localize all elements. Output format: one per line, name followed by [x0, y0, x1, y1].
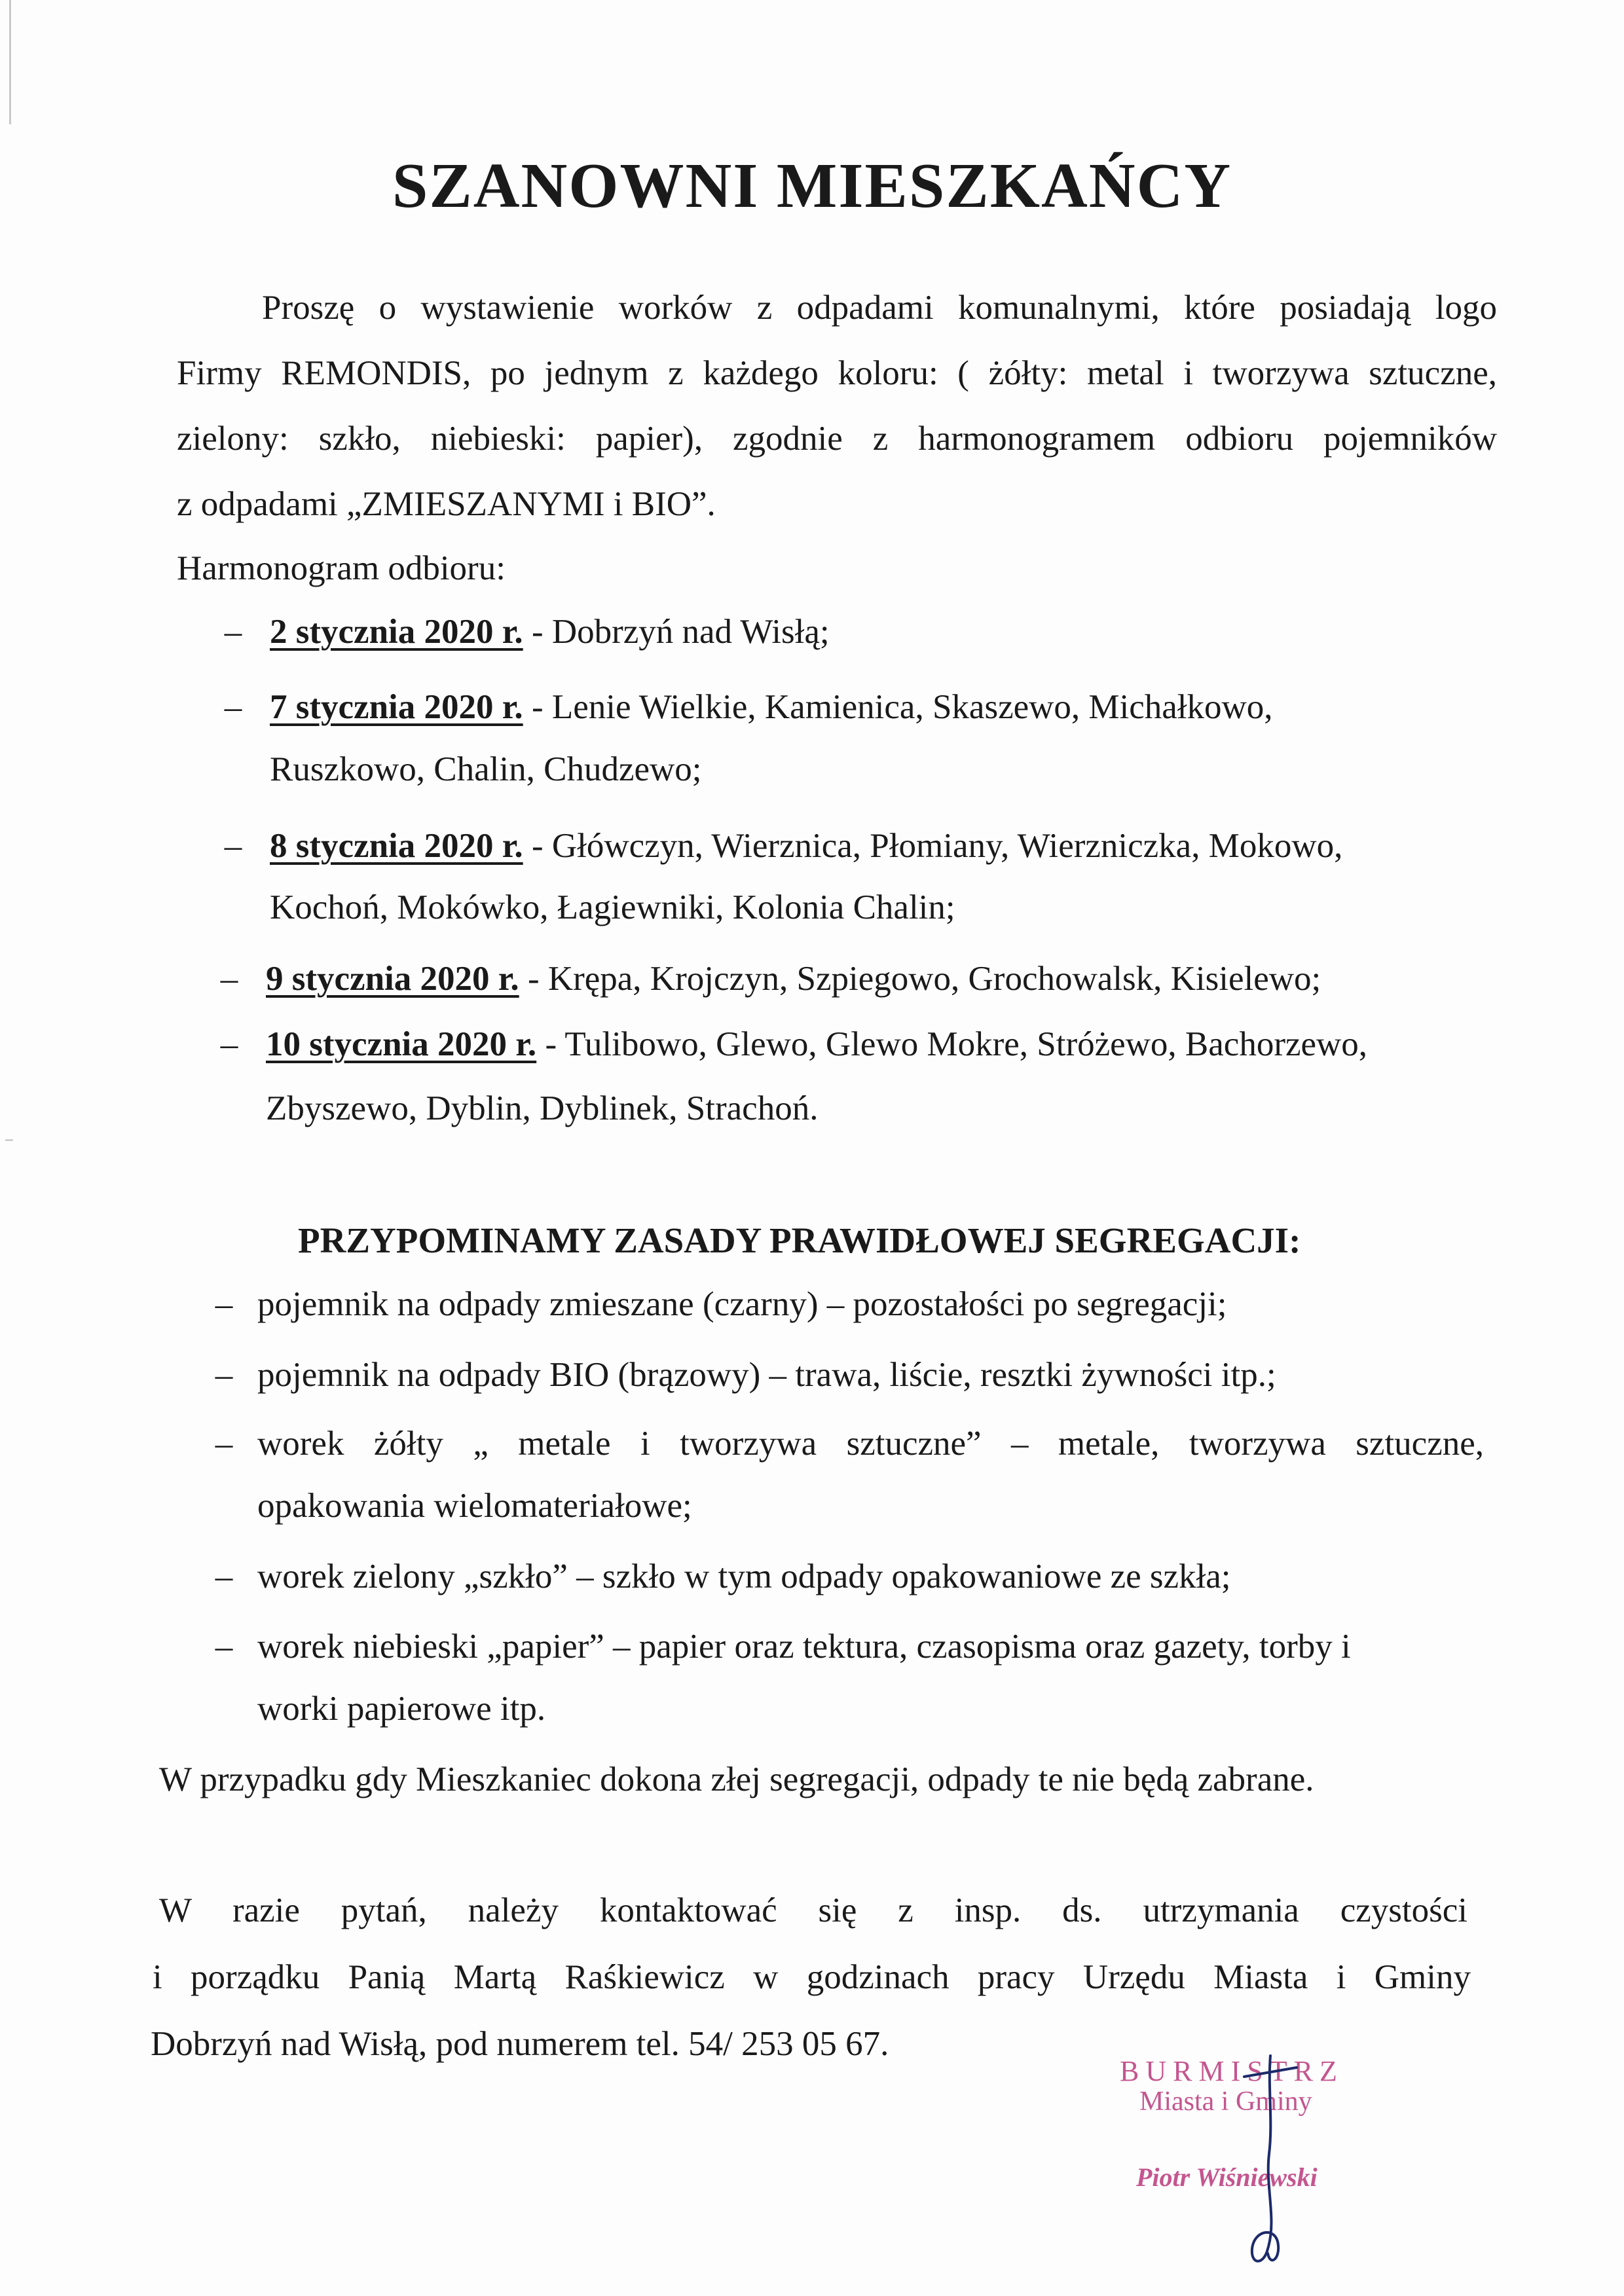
schedule-date: 9 stycznia 2020 r. [266, 960, 519, 998]
list-bullet: – [215, 1285, 233, 1323]
rules-heading: PRZYPOMINAMY ZASADY PRAWIDŁOWEJ SEGREGACJI: [298, 1220, 1301, 1260]
list-bullet: – [215, 1628, 233, 1666]
contact-line: Dobrzyń nad Wisłą, pod numerem tel. 54/ 253 05 67. [151, 2025, 889, 2063]
rule-item: worek niebieski „papier” – papier oraz tektura, czasopisma oraz gazety, torby i [257, 1628, 1351, 1666]
list-bullet: – [215, 1558, 233, 1595]
list-bullet: – [215, 1425, 233, 1463]
schedule-date: 7 stycznia 2020 r. [270, 688, 523, 726]
rule-item: pojemnik na odpady zmieszane (czarny) – pozostałości po segregacji; [257, 1285, 1227, 1323]
rule-item-cont: opakowania wielomateriałowe; [257, 1487, 692, 1525]
schedule-item [266, 1025, 1367, 1064]
schedule-item [270, 687, 1273, 727]
intro-line: Firmy REMONDIS, po jednym z każdego koloru: ( żółty: metal i tworzywa sztuczne, [177, 354, 1497, 392]
schedule-date: 8 stycznia 2020 r. [270, 827, 523, 865]
list-bullet: – [224, 613, 242, 651]
schedule-date: 10 stycznia 2020 r. [266, 1025, 537, 1063]
schedule-item [270, 612, 830, 651]
schedule-date: 2 stycznia 2020 r. [270, 613, 523, 651]
intro-line: zielony: szkło, niebieski: papier), zgodnie z harmonogramem odbioru pojemników [177, 420, 1497, 458]
schedule-item [270, 826, 1342, 866]
scan-mark [5, 1139, 13, 1141]
stamp-office: Miasta i Gminy [1139, 2086, 1312, 2117]
schedule-places: - Tulibowo, Glewo, Glewo Mokre, Stróżewo, Bachorzewo, [536, 1025, 1368, 1063]
list-bullet: – [224, 688, 242, 726]
scan-edge [9, 0, 11, 124]
intro-line: z odpadami „ZMIESZANYMI i BIO”. [177, 485, 716, 523]
intro-line: Proszę o wystawienie worków z odpadami komunalnymi, które posiadają logo [262, 289, 1497, 327]
schedule-places: - Lenie Wielkie, Kamienica, Skaszewo, Michałkowo, [523, 688, 1273, 726]
rule-item-cont: worki papierowe itp. [257, 1690, 546, 1728]
warning-text: W przypadku gdy Mieszkaniec dokona złej segregacji, odpady te nie będą zabrane. [159, 1760, 1314, 1798]
stamp-name: Piotr Wiśniewski [1136, 2162, 1318, 2192]
list-bullet: – [224, 827, 242, 865]
rule-item: pojemnik na odpady BIO (brązowy) – trawa, liście, resztki żywności itp.; [257, 1356, 1276, 1394]
list-bullet: – [220, 960, 238, 998]
rule-item: worek żółty „ metale i tworzywa sztuczne” – metale, tworzywa sztuczne, [257, 1425, 1484, 1463]
contact-line: W razie pytań, należy kontaktować się z insp. ds. utrzymania czystości [159, 1891, 1467, 1929]
schedule-places-cont: Kochoń, Mokówko, Łagiewniki, Kolonia Chalin; [270, 888, 955, 926]
stamp-title: BURMISTRZ [1120, 2055, 1344, 2087]
rule-item: worek zielony „szkło” – szkło w tym odpady opakowaniowe ze szkła; [257, 1558, 1231, 1595]
schedule-item [266, 959, 1321, 998]
page-title: SZANOWNI MIESZKAŃCY [392, 151, 1232, 221]
schedule-places-cont: Ruszkowo, Chalin, Chudzewo; [270, 750, 702, 788]
schedule-places: - Dobrzyń nad Wisłą; [523, 613, 830, 651]
schedule-label: Harmonogram odbioru: [177, 549, 506, 587]
schedule-places: - Główczyn, Wierznica, Płomiany, Wierzniczka, Mokowo, [523, 827, 1343, 865]
contact-line: i porządku Panią Martą Raśkiewicz w godzinach pracy Urzędu Miasta i Gminy [153, 1958, 1471, 1996]
schedule-places-cont: Zbyszewo, Dyblin, Dyblinek, Strachoń. [266, 1089, 819, 1127]
list-bullet: – [215, 1356, 233, 1394]
signature [1205, 2030, 1336, 2291]
schedule-places: - Krępa, Krojczyn, Szpiegowo, Grochowalsk, Kisielewo; [519, 960, 1321, 998]
list-bullet: – [220, 1025, 238, 1063]
